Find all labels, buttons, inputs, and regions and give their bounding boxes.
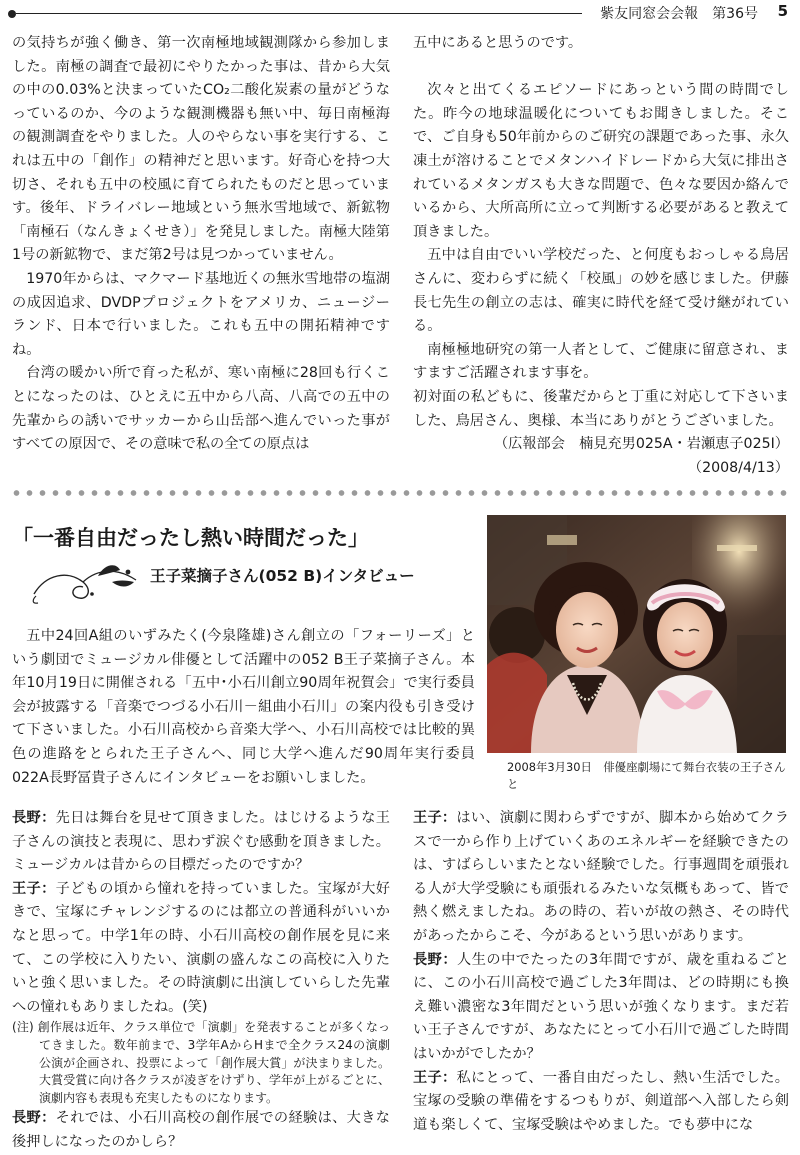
article-subtitle: 王子菜摘子さん(052 B)インタビュー bbox=[150, 567, 415, 585]
interview-turn bbox=[12, 1107, 390, 1154]
speech-text: はい、演劇に関わらずですが、脚本から始めてクラスで一から作り上げていくあのエネルギーを経験できたのは、すばらしいまたとない経験でした。行事週間を頑張れる人が大学受験にも頑張れるみたいな気概もあって、皆で熱く燃えましたね。あの時の、若いが故の熱さ、その時代があったからこそ、今があるという思いがあります。 bbox=[413, 810, 789, 944]
article-title: 「一番自由だったし熱い時間だった」 bbox=[12, 526, 369, 550]
date: （2008/4/13） bbox=[687, 459, 789, 476]
interview-turn bbox=[12, 878, 390, 1020]
publication-title: 紫友同窓会会報 第36号 bbox=[600, 6, 758, 22]
upper-right-column bbox=[413, 32, 789, 480]
paragraph: 五中は自由でいい学校だった、と何度もおっしゃる鳥居さんに、変わらずに続く「校風」の妙を感じました。伊藤長七先生の創立の志は、確実に時代を経て受け継がれている。 bbox=[413, 247, 789, 335]
paragraph: 初対面の私どもに、後輩だからと丁重に対応して下さいました、鳥居さん、奥様、本当にありがとうございました。 bbox=[413, 388, 789, 429]
interview-left-column bbox=[12, 807, 390, 1155]
speech-text: 子どもの頃から憧れを持っていました。宝塚が大好きで、宝塚にチャレンジするのには都立の普通科がいいかなと思って。中学1年の時、小石川高校の創作展を見に来て、この学校に入りたい、演劇の盛んなこの高校に入りたいと強く思いました。その時演劇に出演していらした先輩への憧れもありましたね。(笑) bbox=[12, 880, 390, 1015]
speaker-label: 王子： bbox=[413, 810, 457, 826]
paragraph: 1970年からは、マクマード基地近くの無氷雪地帯の塩湖の成因追求、DVDPプロジェクトをアメリカ、ニュージーランド、日本で行いました。これも五中の開拓精神ですね。 bbox=[12, 270, 390, 358]
photo-caption: 2008年3月30日 俳優座劇場にて舞台衣装の王子さんと bbox=[507, 760, 786, 791]
paragraph: 南極極地研究の第一人者として、ご健康に留意され、ますますご活躍されます事を。 bbox=[413, 341, 789, 382]
flourish-ornament-icon bbox=[28, 560, 143, 606]
header-dot bbox=[8, 10, 16, 18]
speaker-label: 長野： bbox=[12, 1110, 56, 1127]
page-header bbox=[8, 3, 792, 23]
interview-turn bbox=[413, 949, 789, 1067]
speech-text: 人生の中でたったの3年間ですが、歳を重ねるごとに、この小石川高校で過ごした3年間は、どの時期にも換え難い濃密な3年間だという思いが強くなります。まだ若い王子さんですが、あなたにとって小石川で過ごした時間はいかがでしたか？ bbox=[413, 951, 789, 1062]
photo-two-women bbox=[487, 515, 786, 753]
dotted-separator bbox=[10, 489, 788, 497]
interview-right-column bbox=[413, 807, 789, 1137]
paragraph: 五中にあると思うのです。 bbox=[413, 35, 583, 51]
paragraph: の気持ちが強く働き、第一次南極地域観測隊から参加しました。南極の調査で最初にやりたかった事は、昔から大気の中の0.03%と決まっていたCO₂二酸化炭素の量がどうなっているのか、今のような観測機器も無い中、毎日南極海の観測調査をやりました。人のやらない事を実行する、これは五中の「創作」の精神だと思います。好奇心を持つ大切さ、それも五中の校風に育てられたものだと思っています。後年、ドライバレー地域という無氷雪地域で、新鉱物 「南極石（なんきょくせき）」を発見しました。南極大陸第1号の新鉱物で、まだ第2号は見つかっていません。 bbox=[12, 35, 405, 264]
paragraph: 次々と出てくるエピソードにあっという間の時間でした。昨今の地球温暖化についてもお聞きしました。そこで、ご自身も50年前からのご研究の課題であった事、永久凍土が溶けることでメタンハイドレードから大気に排出されているメタンガスも大きな問題で、色々な要因か絡んでいるから、大所高所に立って判断する必要があると教えて頂きました。 bbox=[413, 82, 789, 240]
speech-text: それでは、小石川高校の創作展での経験は、大きな後押しになったのかしら？ bbox=[12, 1110, 390, 1150]
interview-turn bbox=[413, 1067, 789, 1138]
interview-turn bbox=[413, 807, 789, 949]
speaker-label: 王子： bbox=[413, 1069, 457, 1086]
speech-text: 先日は舞台を見せて頂きました。はじけるような王子さんの演技と表現に、思わず涙ぐむ感動を頂きました。ミュージカルは昔からの目標だったのですか？ bbox=[12, 810, 390, 874]
upper-left-column bbox=[12, 32, 405, 457]
blank-line bbox=[413, 56, 789, 80]
header-rule bbox=[16, 13, 582, 14]
speaker-label: 長野： bbox=[12, 810, 56, 826]
speech-text: 私にとって、一番自由だったし、熱い生活でした。宝塚の受験の準備をするつもりが、剣道部へ入部したら剣道も楽しくて、宝塚受験はやめました。でも夢中にな bbox=[413, 1069, 789, 1133]
paragraph: 台湾の暖かい所で育った私が、寒い南極に28回も行くことになったのは、ひとえに五中から八高、八高での五中の先輩からの誘いでサッカーから山岳部へ進んでいった事がすべての原因で、その意味で私の全ての原点は bbox=[12, 365, 390, 453]
page-number: 5 bbox=[777, 2, 788, 20]
credits: （広報部会 楠見充男025A・岩瀬恵子025I） bbox=[493, 436, 789, 453]
article-lead bbox=[12, 625, 475, 790]
footnote: (注) 創作展は近年、クラス単位で「演劇」を発表することが多くなってきました。数年前まで、3学年AからHまで全クラス24の演劇公演が企画され、投票によって「創作展大賞」が決まりました。大賞受賞に向け各クラスが凌ぎをけずり、学年が上がるごとに、演劇内容も表現も充実したものになります。 bbox=[12, 1020, 390, 1105]
speaker-label: 王子： bbox=[12, 880, 56, 897]
speaker-label: 長野： bbox=[413, 951, 458, 968]
paragraph: 五中24回A組のいずみたく(今泉隆雄)さん創立の「フォーリーズ」という劇団でミュージカル俳優として活躍中の052 B王子菜摘子さん。本年10月19日に開催される「五中･小石川創立90周年祝賀会」で実行委員会が披露する「音楽でつづる小石川－組曲小石川」の案内役も引き受けて下さいました。小石川高校から音楽大学へ、小石川高校では比較的異色の進路をとられた王子さんへ、同じ大学へ進んだ90周年実行委員022A長野冨貴子さんにインタビューをお願いしました。 bbox=[12, 628, 475, 786]
interview-turn bbox=[12, 807, 390, 878]
